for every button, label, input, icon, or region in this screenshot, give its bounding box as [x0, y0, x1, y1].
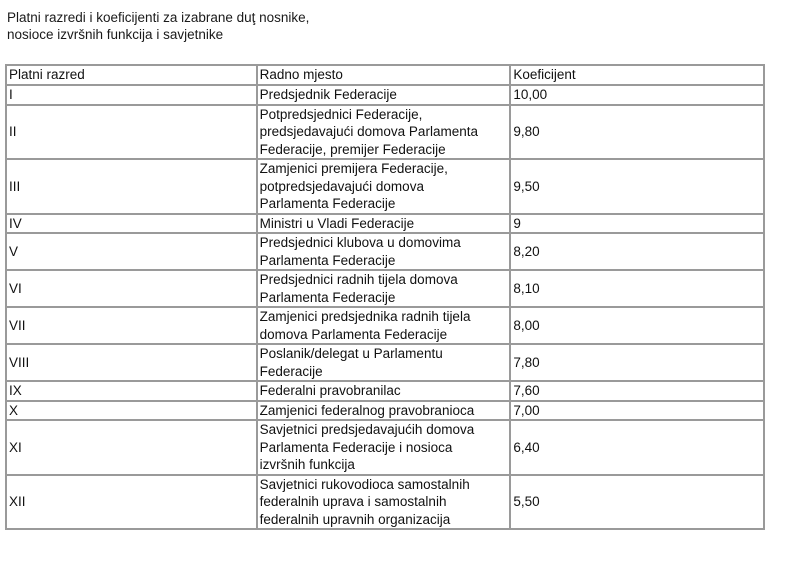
document-title: [7, 10, 309, 43]
platni-razred-cell: X: [6, 401, 257, 421]
platni-razred-cell: XI: [6, 420, 257, 475]
radno-mjesto-line: federalnih upravnih organizacija: [259, 511, 451, 527]
title-line-1: Platni razredi i koeficijenti za izabrane duţ nosnike,: [7, 10, 310, 25]
table-row: [6, 159, 764, 214]
radno-mjesto-cell: [257, 105, 511, 160]
radno-mjesto-cell: [257, 475, 511, 530]
radno-mjesto-line: Parlamenta Federacije i nosioca: [259, 439, 453, 455]
radno-mjesto-line: predsjedavajući domova Parlamenta: [259, 124, 478, 139]
radno-mjesto-cell: [257, 159, 511, 214]
table-row: [6, 420, 764, 475]
platni-razred-cell: VIII: [6, 344, 257, 381]
radno-mjesto-cell: [257, 270, 511, 307]
radno-mjesto-cell: [257, 214, 511, 234]
table-row: [6, 344, 764, 381]
table-row: [6, 401, 764, 421]
platni-razred-cell: VII: [6, 307, 257, 344]
radno-mjesto-line: Predsjednik Federacije: [259, 87, 397, 102]
radno-mjesto-cell: [257, 420, 511, 475]
koeficijent-cell: 7,80: [510, 344, 764, 381]
koeficijent-cell: 9: [510, 214, 764, 234]
radno-mjesto-line: Ministri u Vladi Federacije: [259, 215, 415, 231]
table-row: [6, 105, 764, 160]
radno-mjesto-cell: [257, 233, 511, 270]
platni-razred-cell: XII: [6, 475, 257, 530]
radno-mjesto-line: Federacije, premijer Federacije: [259, 141, 446, 157]
table-row: [6, 233, 764, 270]
koeficijent-cell: 7,60: [510, 381, 764, 401]
platni-razred-cell: IV: [6, 214, 257, 234]
table-row: [6, 307, 764, 344]
platni-razred-cell: IX: [6, 381, 257, 401]
radno-mjesto-line: Savjetnici predsjedavajućih domova: [259, 422, 475, 437]
radno-mjesto-line: Zamjenici predsjednika radnih tijela: [259, 309, 471, 324]
radno-mjesto-cell: [257, 344, 511, 381]
radno-mjesto-line: Parlamenta Federacije: [259, 252, 396, 268]
radno-mjesto-line: domova Parlamenta Federacije: [259, 326, 448, 342]
table-row: [6, 85, 764, 105]
radno-mjesto-line: Federacije: [259, 363, 323, 379]
koeficijent-cell: 6,40: [510, 420, 764, 475]
radno-mjesto-line: Zamjenici premijera Federacije,: [259, 161, 448, 176]
koeficijent-cell: 5,50: [510, 475, 764, 530]
header-koeficijent: Koeficijent: [510, 65, 764, 85]
radno-mjesto-line: Federalni pravobranilac: [259, 383, 401, 398]
platni-razred-cell: V: [6, 233, 257, 270]
title-line-2: nosioce izvršnih funkcija i savjetnike: [7, 26, 224, 42]
radno-mjesto-line: Parlamenta Federacije: [259, 289, 396, 305]
table-row: [6, 214, 764, 234]
koeficijent-cell: 9,50: [510, 159, 764, 214]
radno-mjesto-line: Zamjenici federalnog pravobranioca: [259, 402, 475, 418]
radno-mjesto-line: federalnih uprava i samostalnih: [259, 494, 447, 509]
radno-mjesto-cell: [257, 381, 511, 401]
platni-razred-cell: III: [6, 159, 257, 214]
table-row: [6, 270, 764, 307]
radno-mjesto-line: Predsjednici klubova u domovima: [259, 235, 461, 250]
koeficijent-cell: 9,80: [510, 105, 764, 160]
header-radno-mjesto: Radno mjesto: [257, 65, 511, 85]
table-body: [6, 65, 764, 529]
coefficient-table: [5, 64, 765, 530]
radno-mjesto-cell: [257, 401, 511, 421]
radno-mjesto-line: Poslanik/delegat u Parlamentu: [259, 346, 443, 361]
koeficijent-cell: 7,00: [510, 401, 764, 421]
radno-mjesto-line: Predsjednici radnih tijela domova: [259, 272, 458, 287]
platni-razred-cell: VI: [6, 270, 257, 307]
radno-mjesto-cell: [257, 307, 511, 344]
radno-mjesto-line: Potpredsjednici Federacije,: [259, 106, 423, 122]
radno-mjesto-cell: [257, 85, 511, 105]
radno-mjesto-line: Savjetnici rukovodioca samostalnih: [259, 476, 470, 492]
koeficijent-cell: 8,00: [510, 307, 764, 344]
header-platni-razred: Platni razred: [6, 65, 257, 85]
koeficijent-cell: 8,10: [510, 270, 764, 307]
koeficijent-cell: 8,20: [510, 233, 764, 270]
radno-mjesto-line: izvršnih funkcija: [259, 457, 355, 472]
radno-mjesto-line: Parlamenta Federacije: [259, 196, 396, 211]
koeficijent-cell: 10,00: [510, 85, 764, 105]
table-header-row: [6, 65, 764, 85]
radno-mjesto-line: potpredsjedavajući domova: [259, 178, 424, 194]
table-row: [6, 381, 764, 401]
platni-razred-cell: I: [6, 85, 257, 105]
table-row: [6, 475, 764, 530]
platni-razred-cell: II: [6, 105, 257, 160]
